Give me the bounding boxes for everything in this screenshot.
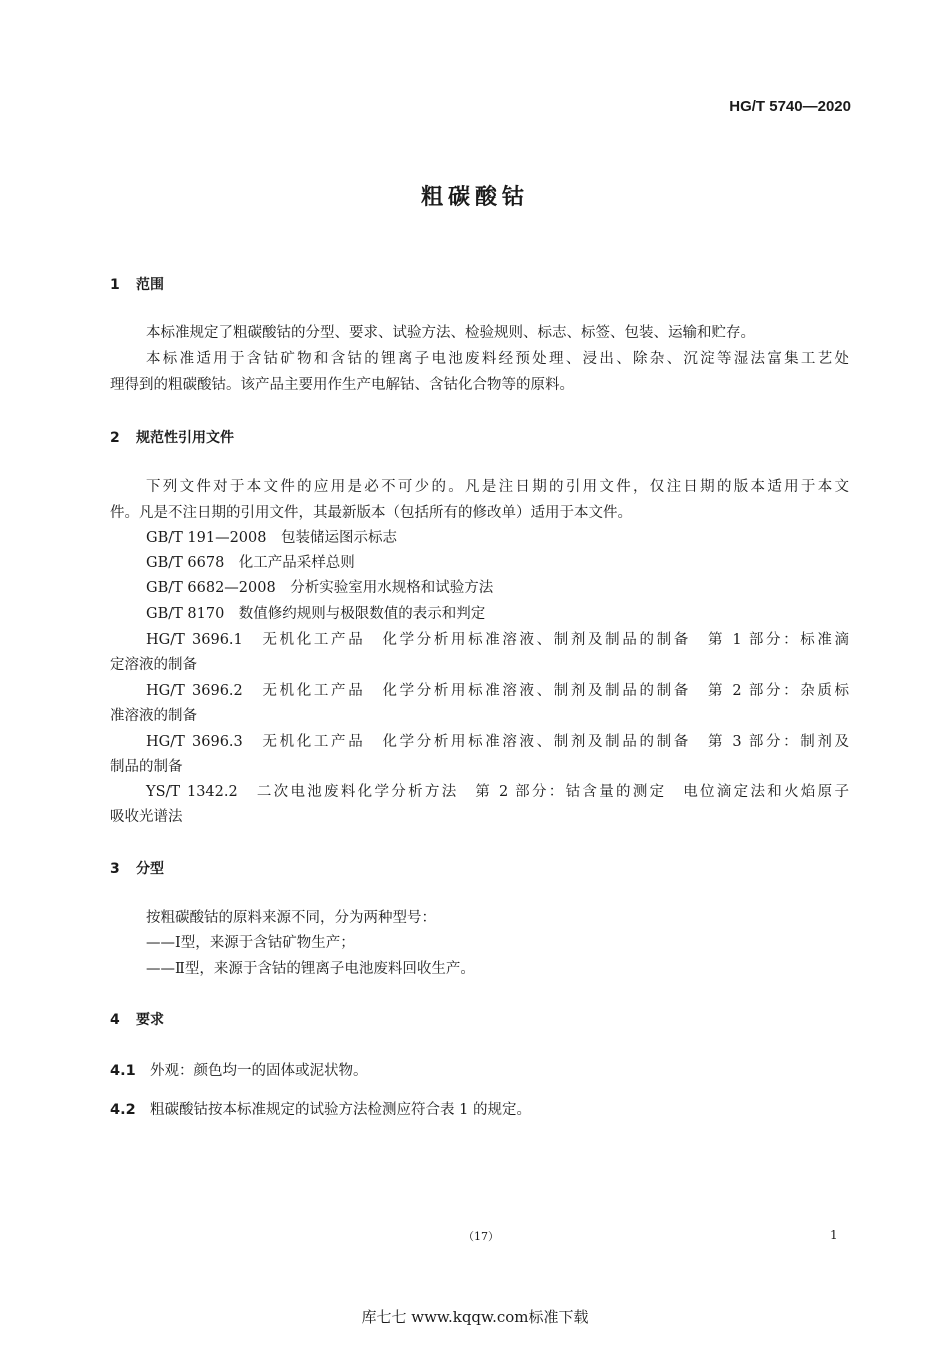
- section-2-heading: [110, 427, 234, 447]
- clause-4-2: [110, 1098, 531, 1119]
- paragraph: 件。凡是不注日期的引用文件，其最新版本（包括所有的修改单）适用于本文件。: [110, 505, 632, 521]
- standard-code: HG/T 5740—2020: [729, 98, 851, 115]
- paragraph: 下列文件对于本文件的应用是必不可少的。凡是注日期的引用文件，仅注日期的版本适用于本文: [146, 479, 849, 495]
- section-number: 1: [110, 277, 120, 293]
- section-title: 要求: [136, 1012, 164, 1028]
- reference-item-continued: 准溶液的制备: [110, 708, 197, 724]
- list-item: ——Ⅱ型，来源于含钴的锂离子电池废料回收生产。: [146, 961, 475, 977]
- reference-item: GB/T 191—2008 包装储运图示标志: [146, 530, 397, 546]
- watermark-text: 库七七 www.kqqw.com标准下载: [361, 1308, 589, 1326]
- clause-text: 外观：颜色均一的固体或泥状物。: [150, 1063, 368, 1079]
- source-page-number: （17）: [463, 1230, 499, 1243]
- section-number: 4: [110, 1012, 120, 1028]
- reference-item: GB/T 6682—2008 分析实验室用水规格和试验方法: [146, 580, 494, 596]
- section-number: 2: [110, 430, 120, 446]
- section-number: 3: [110, 861, 120, 877]
- clause-text: 粗碳酸钴按本标准规定的试验方法检测应符合表 1 的规定。: [150, 1102, 531, 1118]
- reference-item: GB/T 6678 化工产品采样总则: [146, 555, 355, 571]
- section-title: 规范性引用文件: [136, 430, 234, 446]
- reference-item: HG/T 3696.1 无机化工产品 化学分析用标准溶液、制剂及制品的制备 第 1 部分：标准滴: [146, 632, 849, 648]
- reference-item-continued: 制品的制备: [110, 759, 183, 775]
- section-4-heading: [110, 1009, 164, 1029]
- reference-item-continued: 定溶液的制备: [110, 657, 197, 673]
- section-1-heading: [110, 274, 164, 294]
- clause-number: 4.1: [110, 1063, 136, 1079]
- reference-item: HG/T 3696.2 无机化工产品 化学分析用标准溶液、制剂及制品的制备 第 2 部分：杂质标: [146, 683, 849, 699]
- reference-item: HG/T 3696.3 无机化工产品 化学分析用标准溶液、制剂及制品的制备 第 3 部分：制剂及: [146, 734, 849, 750]
- reference-item: YS/T 1342.2 二次电池废料化学分析方法 第 2 部分：钴含量的测定 电位滴定法和火焰原子: [146, 784, 849, 800]
- section-title: 分型: [136, 861, 164, 877]
- paragraph: 理得到的粗碳酸钴。该产品主要用作生产电解钴、含钴化合物等的原料。: [110, 377, 574, 393]
- section-title: 范围: [136, 277, 164, 293]
- paragraph: 按粗碳酸钴的原料来源不同，分为两种型号：: [146, 910, 436, 926]
- document-title: 粗碳酸钴: [420, 185, 529, 210]
- paragraph: 本标准适用于含钴矿物和含钴的锂离子电池废料经预处理、浸出、除杂、沉淀等湿法富集工艺处: [146, 351, 849, 367]
- clause-4-1: [110, 1059, 368, 1080]
- list-item: ——Ⅰ型，来源于含钴矿物生产；: [146, 935, 355, 951]
- reference-item: GB/T 8170 数值修约规则与极限数值的表示和判定: [146, 606, 486, 622]
- paragraph: 本标准规定了粗碳酸钴的分型、要求、试验方法、检验规则、标志、标签、包装、运输和贮存。: [146, 325, 755, 341]
- page-number: 1: [830, 1228, 838, 1242]
- reference-item-continued: 吸收光谱法: [110, 809, 183, 825]
- section-3-heading: [110, 858, 164, 878]
- clause-number: 4.2: [110, 1102, 136, 1118]
